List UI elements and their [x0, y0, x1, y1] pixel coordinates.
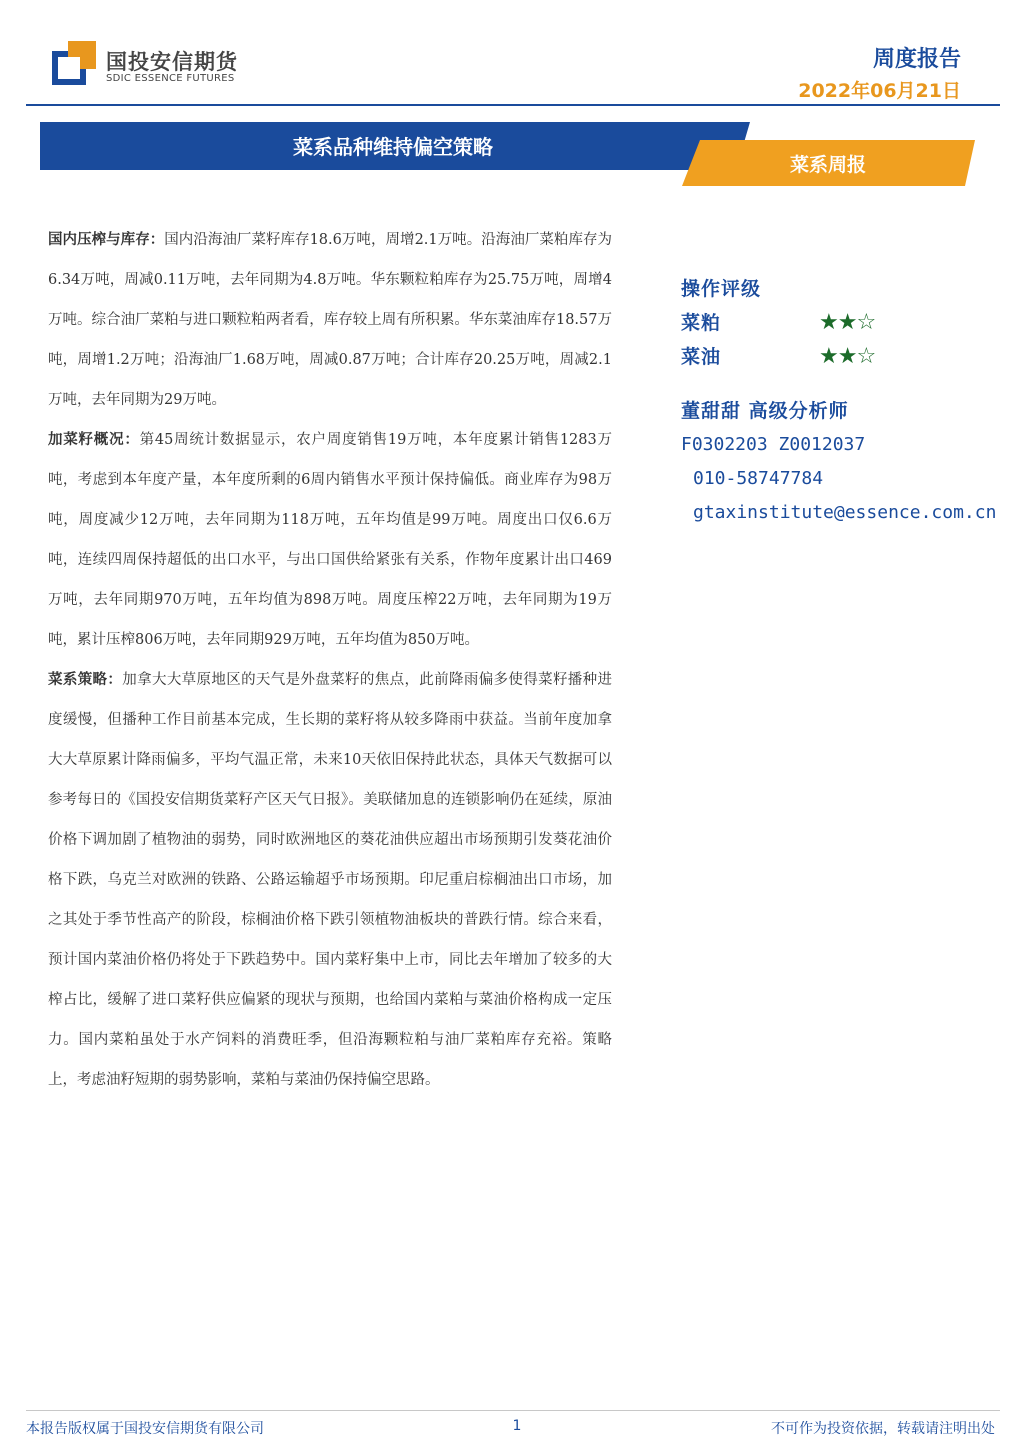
analyst-name: 董甜甜 高级分析师 — [681, 400, 849, 422]
section-inventory — [48, 220, 612, 420]
company-name-cn: 国投安信期货 — [106, 50, 238, 74]
report-title: 菜系品种维持偏空策略 — [293, 135, 493, 159]
section-body: 第45周统计数据显示，农户周度销售19万吨，本年度累计销售1283万吨，考虑到本年度产量，本年度所剩的6周内销售水平预计保持偏低。商业库存为98万吨，周度减少12万吨，去年同期为118万吨，五年均值是99万吨。周度出口仅6.6万吨，连续四周保持超低的出口水平，与出口国供给紧张有关系，作物年度累计出口469万吨，去年同期970万吨，五年均值为898万吨。周度压榨22万吨，去年同期为19万吨，累计压榨806万吨，去年同期929万吨，五年均值为850万吨。 — [48, 432, 612, 648]
footer-disclaimer: 不可作为投资依据，转载请注明出处 — [771, 1421, 995, 1437]
star-rating-icon: ★★☆ — [819, 344, 876, 369]
footer-divider — [26, 1410, 1000, 1411]
rating-title: 操作评级 — [681, 278, 762, 300]
rating-row — [681, 306, 1011, 340]
rating-row — [681, 340, 1011, 374]
company-logo-icon — [52, 41, 96, 85]
section-heading: 国内压榨与库存： — [48, 231, 165, 248]
company-name-en: SDIC ESSENCE FUTURES — [106, 73, 235, 84]
section-heading: 菜系策略： — [48, 671, 123, 688]
sidebar — [681, 272, 1011, 530]
section-body: 加拿大大草原地区的天气是外盘菜籽的焦点，此前降雨偏多使得菜籽播种进度缓慢，但播种工作目前基本完成，生长期的菜籽将从较多降雨中获益。当前年度加拿大大草原累计降雨偏多，平均气温正常，未来10天依旧保持此状态，具体天气数据可以参考每日的《国投安信期货菜籽产区天气日报》。美联储加息的连锁影响仍在延续，原油价格下调加剧了植物油的弱势，同时欧洲地区的葵花油供应超出市场预期引发葵花油价格下跌，乌克兰对欧洲的铁路、公路运输超乎市场预期。印尼重启棕榈油出口市场，加之其处于季节性高产的阶段，棕榈油价格下跌引领植物油板块的普跌行情。综合来看，预计国内菜油价格仍将处于下跌趋势中。国内菜籽集中上市，同比去年增加了较多的大榨占比，缓解了进口菜籽供应偏紧的现状与预期，也给国内菜粕与菜油价格构成一定压力。国内菜粕虽处于水产饲料的消费旺季，但沿海颗粒粕与油厂菜粕库存充裕。策略上，考虑油籽短期的弱势影响，菜粕与菜油仍保持偏空思路。 — [48, 672, 613, 1088]
section-canola-overview — [48, 420, 612, 660]
page-number: 1 — [512, 1418, 522, 1434]
section-heading: 加菜籽概况： — [48, 431, 140, 448]
main-content — [48, 220, 612, 1100]
report-type: 周度报告 — [872, 47, 961, 72]
footer-copyright: 本报告版权属于国投安信期货有限公司 — [26, 1421, 264, 1437]
rating-product-name: 菜粕 — [681, 312, 722, 334]
analyst-email[interactable]: gtaxinstitute@essence.com.cn — [693, 502, 997, 523]
report-date: 2022年06月21日 — [798, 80, 961, 102]
section-body: 国内沿海油厂菜籽库存18.6万吨，周增2.1万吨。沿海油厂菜粕库存为6.34万吨，周减0.11万吨，去年同期为4.8万吨。华东颗粒粕库存为25.75万吨，周增4万吨。综合油厂菜粕与进口颗粒粕两者看，库存较上周有所积累。华东菜油库存18.57万吨，周增1.2万吨；沿海油厂1.68万吨，周减0.87万吨；合计库存20.25万吨，周减2.1万吨，去年同期为29万吨。 — [48, 232, 613, 408]
analyst-phone: 010-58747784 — [693, 468, 824, 489]
analyst-license: F0302203 Z0012037 — [681, 434, 866, 455]
section-strategy — [48, 660, 612, 1100]
header-divider — [26, 104, 1000, 106]
rating-product-name: 菜油 — [681, 346, 722, 368]
report-category-tag: 菜系周报 — [789, 154, 866, 176]
star-rating-icon: ★★☆ — [819, 310, 876, 335]
